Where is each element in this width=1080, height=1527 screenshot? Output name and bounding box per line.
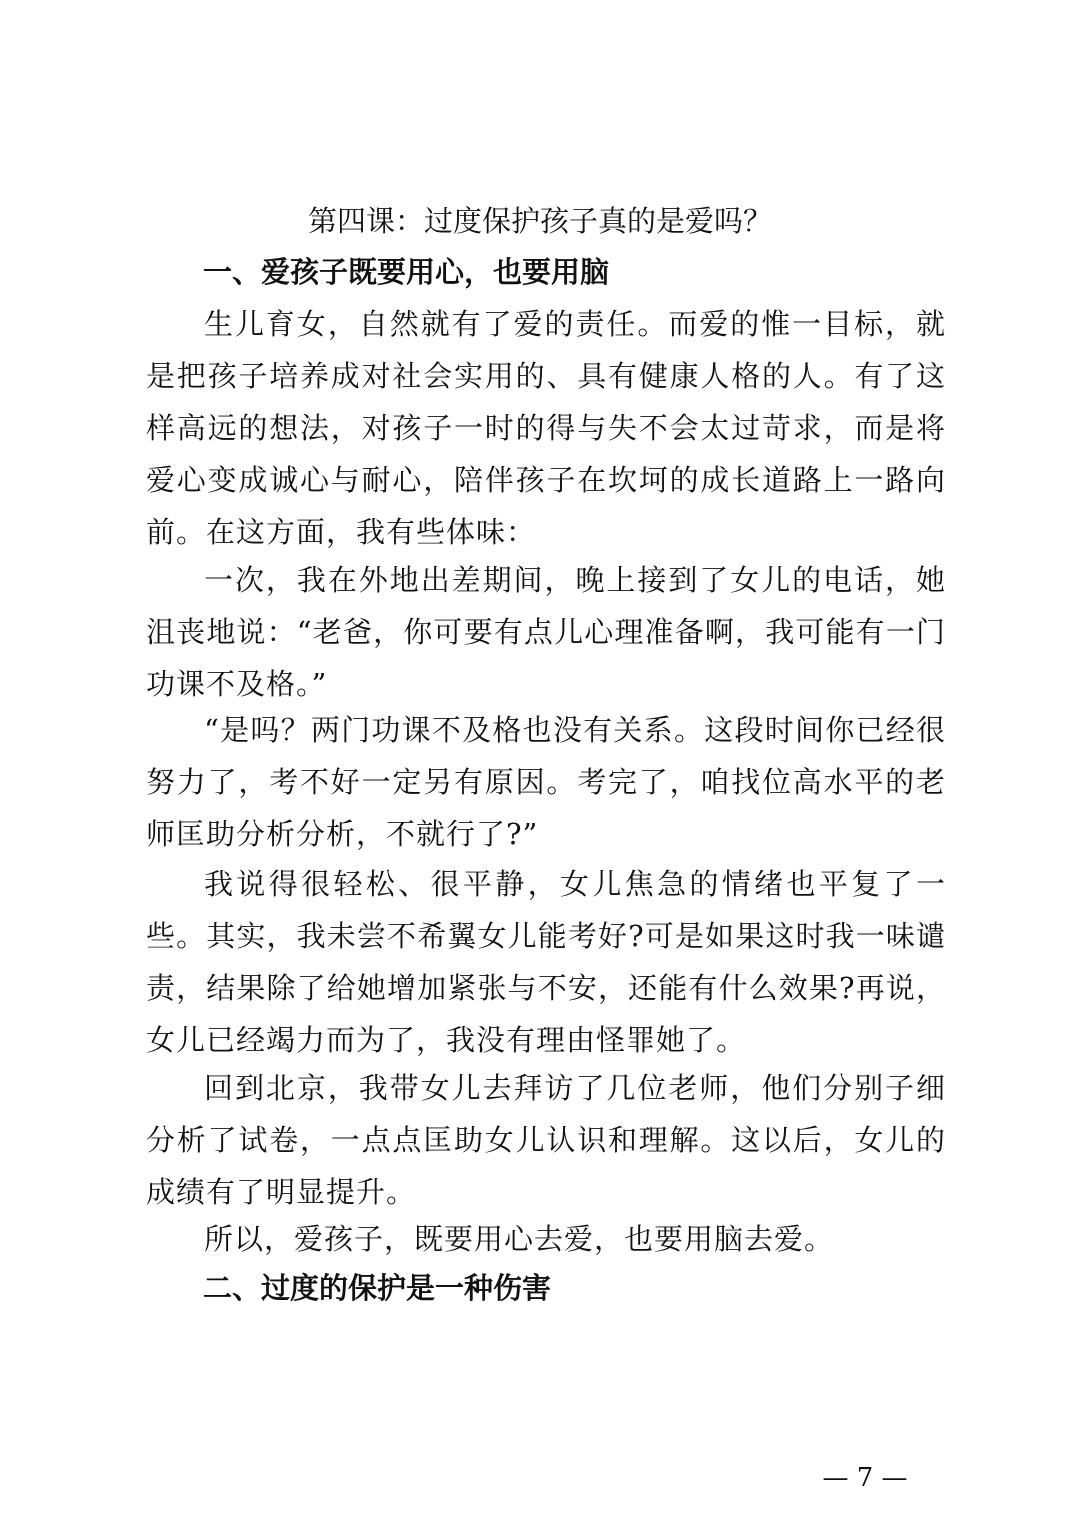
paragraph-4: 我说得很轻松、很平静，女儿焦急的情绪也平复了一些。其实，我未尝不希翼女儿能考好?可是如果这时我一味谴责，结果除了给她增加紧张与不安，还能有什么效果?再说，女儿已经竭力而为了，我没有理由怪罪她了。: [146, 867, 946, 1057]
page-number: — 7 —: [822, 1463, 908, 1493]
paragraph-6: 所以，爱孩子，既要用心去爱，也要用脑去爱。: [204, 1222, 835, 1256]
paragraph-2: 一次，我在外地出差期间，晚上接到了女儿的电话，她沮丧地说：“老爸，你可要有点儿心理准备啊，我可能有一门功课不及格。”: [146, 563, 946, 701]
paragraph-5: 回到北京，我带女儿去拜访了几位老师，他们分别子细分析了试卷，一点点匡助女儿认识和理解。这以后，女儿的成绩有了明显提升。: [146, 1071, 946, 1209]
paragraph-1: 生儿育女，自然就有了爱的责任。而爱的惟一目标，就是把孩子培养成对社会实用的、具有健康人格的人。有了这样高远的想法，对孩子一时的得与失不会太过苛求，而是将爱心变成诚心与耐心，陪伴孩子在坎坷的成长道路上一路向前。在这方面，我有些体味：: [146, 307, 946, 549]
paragraph-3: “是吗？两门功课不及格也没有关系。这段时间你已经很努力了，考不好一定另有原因。考完了，咱找位高水平的老师匡助分析分析，不就行了?”: [146, 713, 946, 851]
lesson-title: 第四课：过度保护孩子真的是爱吗？: [307, 204, 772, 238]
section-heading-1: 一、爱孩子既要用心，也要用脑: [203, 255, 610, 289]
section-heading-2: 二、过度的保护是一种伤害: [203, 1271, 552, 1305]
